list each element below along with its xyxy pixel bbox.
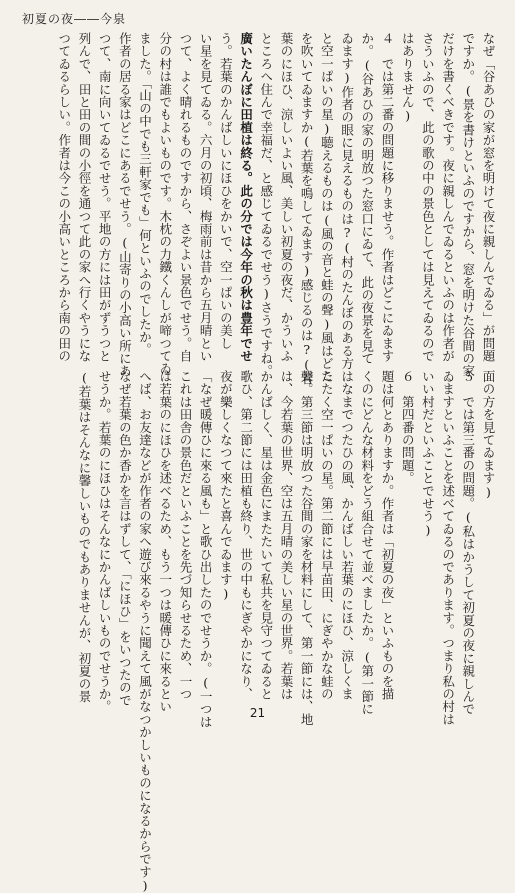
text-line: は、今若葉の世界、空は五月晴の美しい星の世界。若葉は — [278, 370, 294, 701]
text-line: 列んで、田と田の間の小徑を通つて此の家へ行くやうにな — [76, 32, 92, 363]
text-line: ５ では第三番の問題。(私はかうして初夏の夜に親しんで — [460, 370, 476, 716]
text-line: い星を見てゐる。六月の初頃、梅雨前は昔から五月晴とい — [198, 32, 214, 363]
text-line: 題は何とありますか。作者は「初夏の夜」といふものを描 — [379, 370, 395, 701]
text-line: さういふので、此の歌の中の景色としては見えてゐるので — [420, 32, 436, 363]
text-line: 廣いたんぼに田植は終る。此の分では今年の秋は豊年でせ — [238, 32, 254, 363]
text-line: 夜が樂しくなつて來たと喜んでゐます) — [218, 370, 234, 602]
top-text-column — [20, 32, 498, 385]
text-line: (若葉はそんなに馨しいものでもありませんが、初夏の景 — [76, 370, 92, 703]
text-line: ６ 第四番の問題。 — [400, 370, 416, 485]
text-line: う。若葉のかんばしいにほひをかいで、空一ぱいの美し — [218, 32, 234, 350]
text-line: か。(谷あひの家の明放つた窓口にゐて、此の夜景を見て — [359, 32, 375, 365]
text-line: なぜ若葉の色か香かを言はずして、「にほひ」をいつたので — [117, 370, 133, 707]
running-header: 初夏の夜――今泉 — [22, 12, 127, 26]
text-line: くのにどんな材料をどう組合せて並べましたか。(第一節に — [359, 370, 375, 716]
text-line: は若葉のにほひを述べるため、もう一つは暖傳ひに來るとい — [157, 370, 173, 713]
text-line: これは田舎の景色だといふことを先づ知らせるため、一つ — [177, 370, 193, 701]
text-line: 面の方を見てゐます) — [481, 370, 496, 500]
text-line: ゐます)作者の眼に見えるものは?(村のたんぼのある方 — [339, 32, 355, 370]
text-line: を吹いてゐますか(若葉を鳴してゐます)感じるのは?(若 — [299, 32, 315, 385]
text-line: たたく空一ぱいの星。第二節には早苗田、にぎやかな蛙の — [319, 370, 335, 701]
text-line: はありません) — [400, 32, 416, 124]
text-line: いい村だといふことでせう) — [420, 370, 436, 538]
text-line: 作者の居る家はどこにあるでせう。(山寄りの小高い所にあ — [117, 32, 133, 378]
text-line: 聲。第三節は明放つた谷間の家を材料にして、第一節には、地 — [299, 370, 315, 726]
text-line: へば、お友達などが作者の家へ遊び來るやうに聞えて風がなつかしいものになるからです) — [137, 370, 153, 893]
text-line: ４ では第二番の問題に移りませう。作者はどこにゐます — [379, 32, 395, 363]
text-line: せうか。若葉のにほひはそんなにかんばしいものでせうか。 — [97, 370, 113, 713]
page-number: 21 — [249, 706, 266, 720]
text-line: つてゐるらしい。作者は今この小高いところから南の田の — [56, 32, 72, 363]
text-line: 葉のにほひ、涼しいよい風、美しい初夏の夜だ、かういふ — [278, 32, 294, 363]
text-line: だけを書くべきです。夜に親しんでゐるといふのは作者が — [440, 32, 456, 363]
text-line: かんばしく、星は金色にまたたいて私共を見守つてゐると — [258, 370, 274, 701]
text-line: ですか。(景を書けといふのですから、窓を明けた谷間の家 — [460, 32, 476, 378]
text-line: つて、よく晴れるものですから、さぞよい景色でせう。自 — [177, 32, 193, 363]
text-line: 「なぜ暖傳ひに來る風も」と歌ひ出したのでせうか。(一つは — [198, 370, 214, 729]
text-line: なぜ「谷あひの家が窓を明けて夜に親しんでゐる」が問題 — [481, 32, 496, 363]
text-line: ゐますといふことを述べてゐるのであります。つまり私の村は — [440, 370, 456, 726]
text-line: と空一ぱいの星)聴えるものは(風の音と蛙の聲)風はどこ — [319, 32, 335, 383]
text-line: つて、南に向いてゐるでせう。平地の方には田がずうつと — [97, 32, 113, 363]
text-line: 分の村は誰でもよいものです。木枕の力鐵くんしが啼つてゐ — [157, 32, 173, 375]
text-line: ました。「山の中でも三軒家でも」何といふのでしたか。 — [137, 32, 153, 356]
text-line: はなまでつたひの風、かんばしい若葉のにほひ、涼しくま — [339, 370, 355, 701]
text-line: ところへ住んで幸福だ、と感じてゐるでせう)さうですね。 — [258, 32, 274, 378]
text-line: 歌ひ、第二節には田植も終り、世の中もにぎやかになり、 — [238, 370, 254, 701]
